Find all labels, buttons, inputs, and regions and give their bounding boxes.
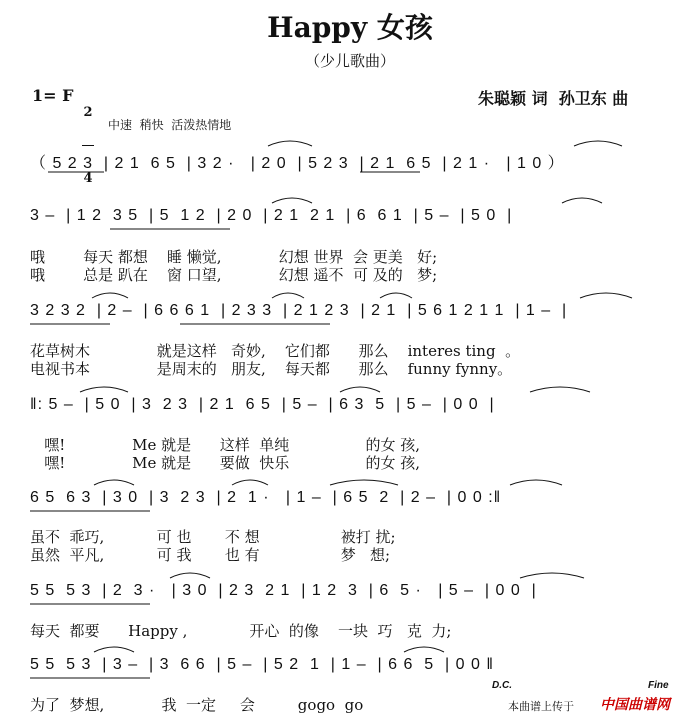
tie-arc [92,293,128,298]
lyric-line-4-verse-1: 嘿! Me 就是 这样 单纯 的女 孩, [30,436,421,454]
fine-marking: Fine [648,680,669,691]
upload-note: 本曲谱上传于 [508,700,574,713]
lyric-line-7: 为了 梦想, 我 一定 会 gogo go [30,696,364,714]
tie-arc [404,647,444,652]
lyric-line-3-verse-1: 花草树木 就是这样 奇妙, 它们都 那么 interes ting 。 [30,342,521,360]
notation-line-6: 5 5 5 3 | 2 3 · | 3 0 | 2 3 2 1 | 1 2 3 | 6 5 · | 5 – | 0 0 | [30,582,537,599]
tie-arc [272,293,304,298]
site-logo: 中国曲谱网 [600,697,670,713]
notation-line-4: ‖: 5 – | 5 0 | 3 2 3 | 2 1 6 5 | 5 – | 6 3 5 | 5 – | 0 0 | [30,396,495,413]
tempo-marking: 中速 稍快 活泼热情地 [108,118,232,132]
key-signature: 1= F [32,86,74,105]
notation-line-2: 3 – | 1 2 3 5 | 5 1 2 | 2 0 | 2 1 2 1 | 6 6 1 | 5 – | 5 0 | [30,207,513,224]
tie-arc [530,387,590,392]
notation-line-5: 6 5 6 3 | 3 0 | 3 2 3 | 2 1 · | 1 – | 6 5 2 | 2 – | 0 0 :‖ [30,489,502,506]
tie-arc [562,198,602,203]
lyric-line-3-verse-2: 电视书本 是周末的 朋友, 每天都 那么 funny fynny。 [30,360,513,378]
tie-arc [574,141,622,146]
tie-arc [80,387,128,392]
tie-arc [580,293,632,298]
tie-arc [272,198,312,203]
song-title: Happy 女孩 [267,11,433,44]
tie-arc [380,293,412,298]
tie-arc [94,647,134,652]
tie-arc [330,480,398,485]
time-signature-top: 2 [83,105,93,120]
lyric-line-2-verse-1: 哦 每天 都想 睡 懒觉, 幻想 世界 会 更美 好; [30,248,438,266]
tie-arc [268,141,312,146]
dc-marking: D.C. [492,680,512,691]
notation-line-7: 5 5 5 3 | 3 – | 3 6 6 | 5 – | 5 2 1 | 1 – | 6 6 5 | 0 0 ‖ [30,656,494,673]
credits: 朱聪颖 词 孙卫东 曲 [478,89,629,108]
time-signature-bottom: 4 [83,171,93,186]
notation-line-1: （ 5 2 3 | 2 1 6 5 | 3 2 · | 2 0 | 5 2 3 | 2 1 6 5 | 2 1 · | 1 0 ） [30,155,565,172]
lyric-line-2-verse-2: 哦 总是 趴在 窗 口望, 幻想 遥不 可 及的 梦; [30,266,438,284]
lyric-line-6: 每天 都要 Happy , 开心 的像 一块 巧 克 力; [30,622,452,640]
tie-arc [510,480,562,485]
lyric-line-4-verse-2: 嘿! Me 就是 要做 快乐 的女 孩, [30,454,421,472]
tie-arc [232,480,268,485]
tie-arc [340,387,380,392]
tie-arc [170,573,210,578]
lyric-line-5-verse-1: 虽不 乖巧, 可 也 不 想 被打 扰; [30,528,396,546]
lyric-line-5-verse-2: 虽然 平凡, 可 我 也 有 梦 想; [30,546,391,564]
song-subtitle: （少儿歌曲） [304,52,395,70]
tie-arc [94,480,134,485]
tie-arc [520,573,584,578]
notation-line-3: 3 2 3 2 | 2 – | 6 6 6 1 | 2 3 3 | 2 1 2 3 | 2 1 | 5 6 1 2 1 1 | 1 – | [30,302,568,319]
